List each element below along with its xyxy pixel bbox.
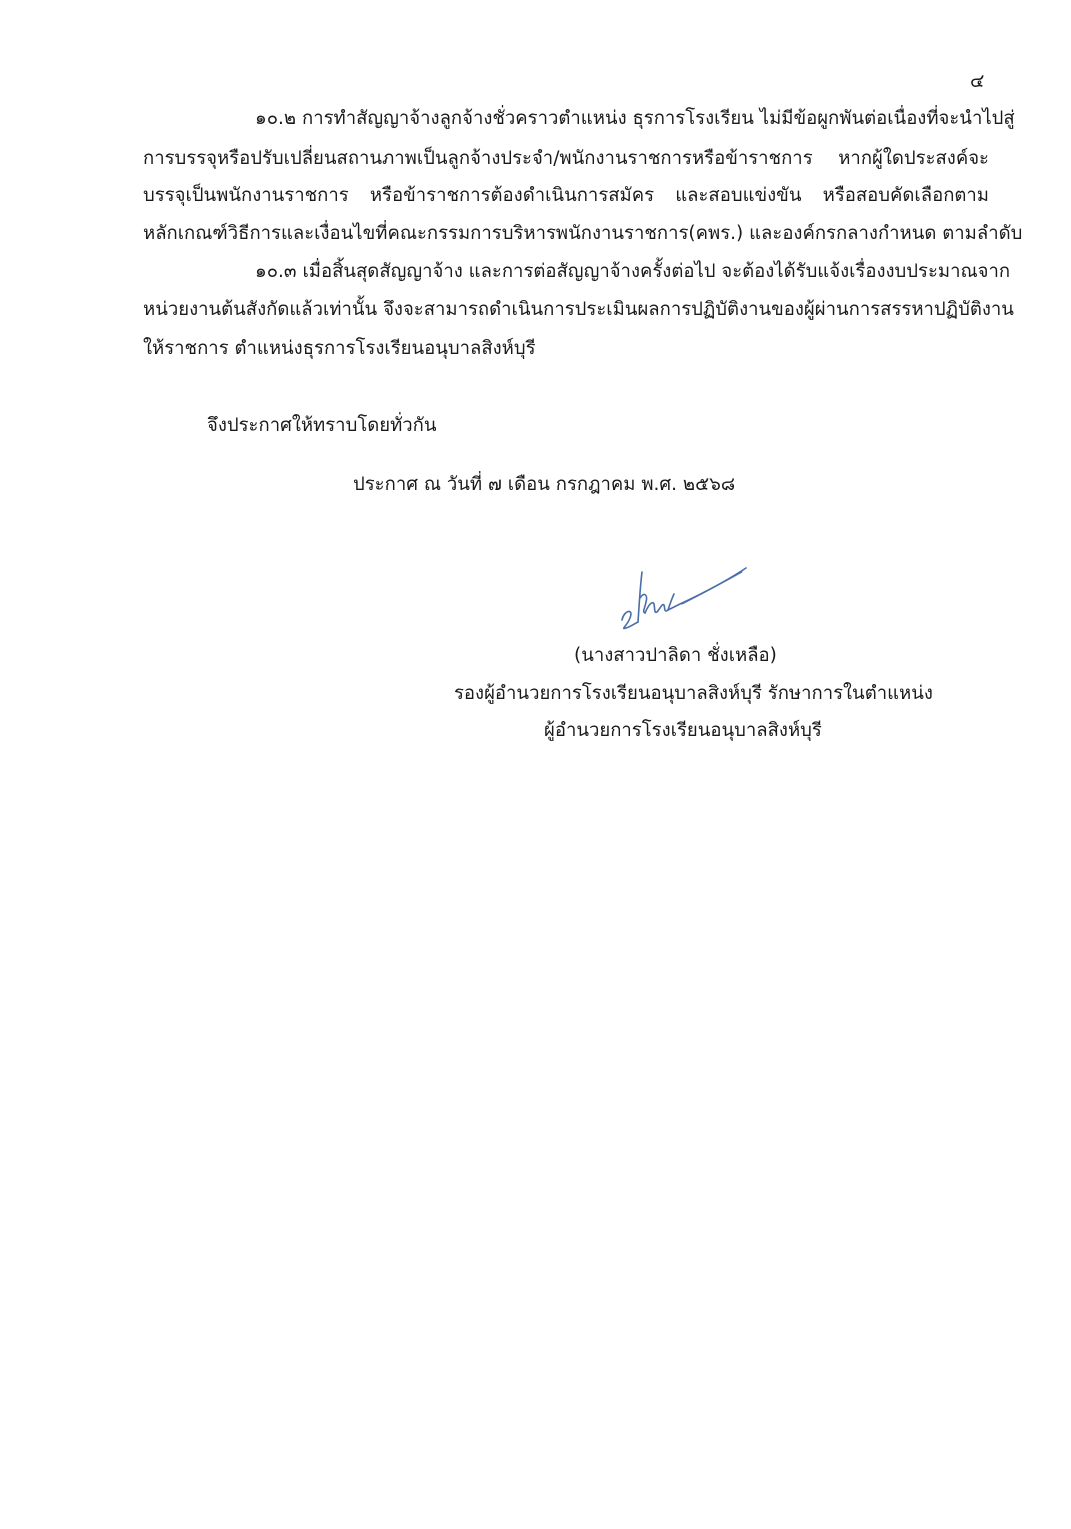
paragraph-10-3-line-1: ๑๐.๓ เมื่อสิ้นสุดสัญญาจ้าง และการต่อสัญญาจ้างครั้งต่อไป จะต้องได้รับแจ้งเรื่องงบประมาณจาก [255,261,1011,282]
signer-name: (นางสาวปาลิดา ชั่งเหลือ) [574,645,777,666]
signer-position-line-2: ผู้อำนวยการโรงเรียนอนุบาลสิงห์บุรี [544,720,822,741]
paragraph-10-3-line-2: หน่วยงานต้นสังกัดแล้วเท่านั้น จึงจะสามารถดำเนินการประเมินผลการปฏิบัติงานของผู้ผ่านการสรรหาปฏิบัติงาน [143,299,1014,320]
paragraph-10-2-line-4: หลักเกณฑ์วิธีการและเงื่อนไขที่คณะกรรมการบริหารพนักงานราชการ(คพร.) และองค์กรกลางกำหนด ตามลำดับ [143,223,1023,244]
announcement-text: จึงประกาศให้ทราบโดยทั่วกัน [207,415,437,436]
paragraph-10-3-line-3: ให้ราชการ ตำแหน่งธุรการโรงเรียนอนุบาลสิงห์บุรี [143,338,536,359]
signer-position-line-1: รองผู้อำนวยการโรงเรียนอนุบาลสิงห์บุรี รักษาการในตำแหน่ง [454,683,933,704]
paragraph-10-2-line-3: บรรจุเป็นพนักงานราชการ หรือข้าราชการต้องดำเนินการสมัคร และสอบแข่งขัน หรือสอบคัดเลือกตาม [143,185,989,206]
announcement-date: ประกาศ ณ วันที่ ๗ เดือน กรกฎาคม พ.ศ. ๒๕๖๘ [353,474,736,495]
paragraph-10-2-line-2: การบรรจุหรือปรับเปลี่ยนสถานภาพเป็นลูกจ้างประจำ/พนักงานราชการหรือข้าราชการ หากผู้ใดประสงค์จะ [143,148,989,169]
paragraph-10-2-line-1: ๑๐.๒ การทำสัญญาจ้างลูกจ้างชั่วคราวตำแหน่ง ธุรการโรงเรียน ไม่มีข้อผูกพันต่อเนื่องที่จะนำไปสู่ [255,108,1015,129]
handwritten-signature [612,558,752,638]
page-number: ๔ [970,70,985,92]
